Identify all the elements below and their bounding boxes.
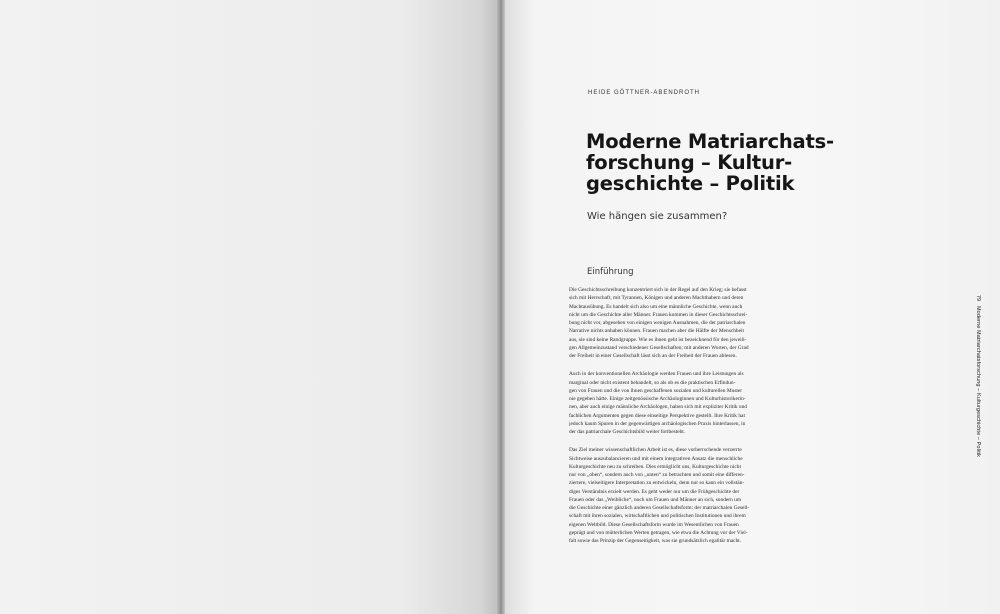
text-line: nur von „oben“, sondern auch von „unten“ zu betrachten und somit eine differen- <box>569 472 745 478</box>
text-line: jedoch kaum Spuren in der gegenwärtigen archäologischen Praxis hinterlassen, in <box>569 420 746 427</box>
author-name: HEIDE GÖTTNER-ABENDROTH <box>588 90 701 96</box>
book-gutter <box>497 0 505 614</box>
text-line: sich mit Herrschaft, mit Tyrannen, Königen und anderen Machthabern und deren <box>569 295 744 302</box>
section-heading: Einführung <box>587 267 634 277</box>
article-title <box>586 131 906 194</box>
right-page <box>505 0 1000 614</box>
title-line: geschichte – Politik <box>586 172 795 195</box>
paragraph-3 <box>569 446 824 545</box>
text-line: Das Ziel meiner wissenschaftlichen Arbeit ist es, diese vorherrschende verzerrte <box>569 447 742 454</box>
text-line: falt sowie das Prinzip der Gegenseitigkeit, was sie grundsätzlich egalitär macht. <box>569 538 742 544</box>
title-line: Moderne Matriarchats- <box>586 130 834 153</box>
text-line: Narrative nichts anhaben können. Frauen machen aber die Hälfte der Menschheit <box>569 328 744 335</box>
paragraph-2 <box>569 370 824 436</box>
text-line: Frauen oder das „Weibliche“, noch um Frauen und Männer an sich, sondern um <box>569 496 742 503</box>
text-line: bung nicht vor, abgesehen von einigen wenigen Ausnahmen, die der patriarchalen <box>569 320 746 326</box>
text-line: die Geschichte einer gänzlich anderen Gesellschaftsform: der matriarchalen Gesell- <box>569 505 750 511</box>
text-line: nen, aber auch einige männliche Archäologen, haben sich mit expliziter Kritik und <box>569 404 747 411</box>
article-subtitle: Wie hängen sie zusammen? <box>587 211 728 222</box>
text-line: fachlichen Argumenten gegen diese einseitige Perspektive gestellt. Ihre Kritik hat <box>569 412 745 419</box>
text-line: geprägt und von mütterlichen Werten getragen, wie etwa die Achtung vor der Viel- <box>569 529 748 536</box>
text-line: schaft mit ihren sozialen, wirtschaftlichen und politischen Institutionen und ihrem <box>569 513 746 520</box>
text-line: ziertere, vielseitigere Interpretation zu entwickeln, denn nur so kann ein vollstän- <box>569 480 745 487</box>
paragraph-1 <box>569 286 824 360</box>
text-line: aus, sie sind keine Randgruppe. Wie es ihnen geht ist bezeichnend für den jeweili- <box>569 336 747 343</box>
text-line: diges Verständnis erzielt werden. Es geht weder nur um die Frühgeschichte der <box>569 488 740 495</box>
text-line: Kulturgeschichte neu zu schreiben. Dies ermöglicht uns, Kulturgeschichte nicht <box>569 463 741 470</box>
text-line: gen Allgemeinzustand verschiedener Gesellschaften; mit anderen Worten, der Grad <box>569 344 749 351</box>
title-line: forschung – Kultur- <box>586 151 793 174</box>
body-text <box>569 286 824 555</box>
text-line: marginal oder nicht existent behandelt, so als ob es die praktischen Erfindun- <box>569 379 736 386</box>
page-number: 79 <box>975 295 981 302</box>
text-line: Die Geschichtsschreibung konzentriert sich in der Regel auf den Krieg; sie befasst <box>569 287 747 293</box>
text-line: gen von Frauen und die von ihnen geschaffenen sozialen und kulturellen Muster <box>569 387 743 394</box>
text-line: Sichtweise auszubalancieren und mit einem integrativen Ansatz die menschliche <box>569 455 743 462</box>
running-head: Moderne Matriarchatsforschung – Kulturgeschichte – Politik <box>975 306 981 458</box>
text-line: nie gegeben hätte. Einige zeitgenössische Archäologinnen und Kulturhistorikerin- <box>569 396 746 402</box>
text-line: nicht um die Geschichte aller Männer. Frauen kommen in dieser Geschichtsschrei- <box>569 311 748 318</box>
text-line: Machtausübung. Es handelt sich also um eine männliche Geschichte, wenn auch <box>569 303 743 310</box>
text-line: der Freiheit in einer Gesellschaft lässt sich an der Freiheit der Frauen ablesen. <box>569 353 737 359</box>
text-line: Auch in der konventionellen Archäologie werden Frauen und ihre Leistungen als <box>569 371 744 378</box>
text-line: eigenen Weltbild. Diese Gesellschaftsform wurde im Wesentlichen von Frauen <box>569 521 739 528</box>
text-line: der das patriarchale Geschichtsbild weiter fortbesteht. <box>569 429 686 435</box>
